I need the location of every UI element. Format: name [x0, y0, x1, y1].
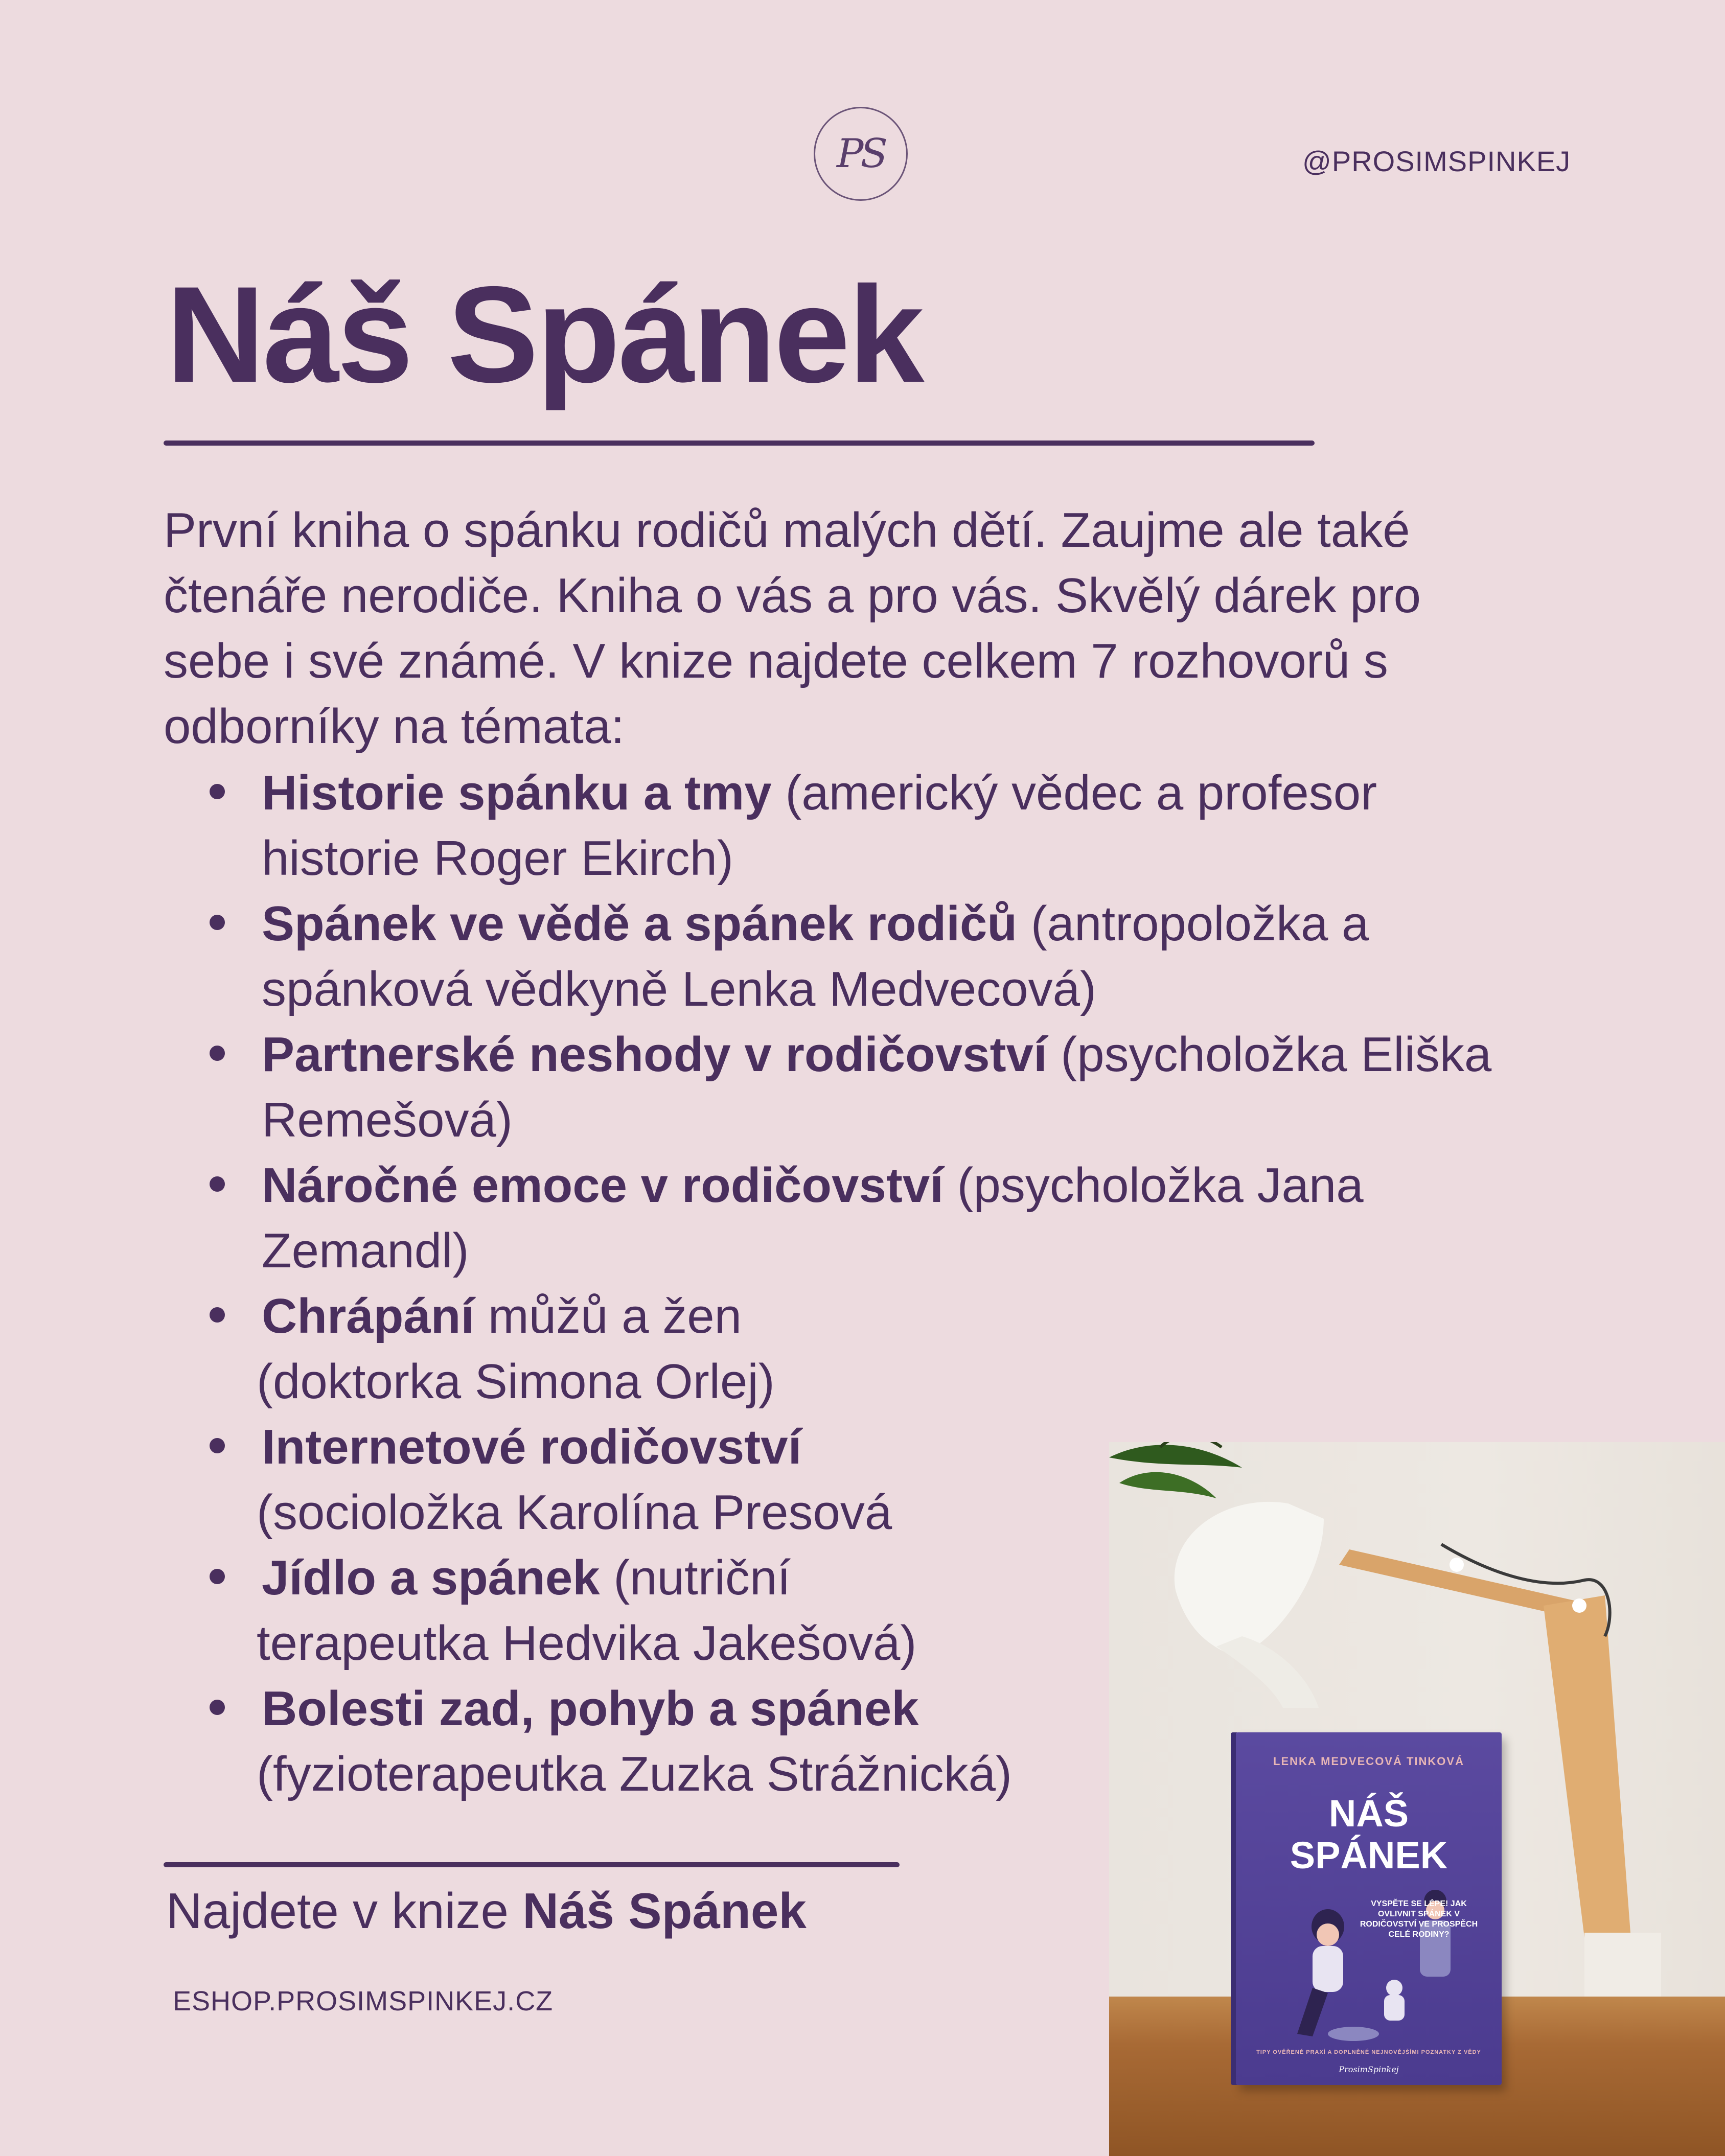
- topic-title: Partnerské neshody v rodičovství: [262, 1027, 1047, 1082]
- list-item: [204, 1284, 1544, 1415]
- bullet-icon: [210, 1700, 225, 1715]
- book-title-line2: SPÁNEK: [1290, 1834, 1448, 1876]
- footer-prefix: Najdete v knize: [166, 1883, 509, 1939]
- title-divider: [164, 441, 1315, 446]
- list-item: [204, 760, 1544, 891]
- eshop-link[interactable]: ESHOP.PROSIMSPINKEJ.CZ: [173, 1986, 554, 2016]
- topic-detail: můžů a žen: [488, 1289, 742, 1343]
- bullet-icon: [210, 915, 225, 930]
- book-author: LENKA MEDVECOVÁ TINKOVÁ: [1273, 1755, 1464, 1768]
- bullet-icon: [210, 1438, 225, 1453]
- instagram-handle: @PROSIMSPINKEJ: [1302, 145, 1571, 177]
- bullet-icon: [210, 784, 225, 799]
- book-title: [1236, 1793, 1502, 1876]
- logo-monogram: PS: [837, 131, 885, 177]
- book-photo: [1109, 1442, 1725, 2156]
- topic-title: Internetové rodičovství: [262, 1420, 802, 1474]
- topic-detail: (nutriční: [613, 1550, 791, 1605]
- topic-title: Historie spánku a tmy: [262, 766, 772, 820]
- footer-book-name: Náš Spánek: [522, 1883, 807, 1939]
- footer-cta: [166, 1878, 807, 1943]
- book-subtitle: VYSPĚTE SE LÉPE! JAK OVLIVNIT SPÁNEK V RODIČOVSTVÍ VE PROSPĚCH CELÉ RODINY?: [1360, 1899, 1478, 1939]
- topic-title: Spánek ve vědě a spánek rodičů: [262, 896, 1018, 951]
- footer-divider: [164, 1862, 900, 1867]
- topic-title: Náročné emoce v rodičovství: [262, 1158, 944, 1213]
- topic-title: Bolesti zad, pohyb a spánek: [262, 1681, 919, 1736]
- book-title-line1: NÁŠ: [1328, 1792, 1409, 1835]
- topic-detail: (americký vědec a profesor historie Roger Ekirch): [262, 766, 1377, 886]
- topic-detail: (socioložka Karolína Presová: [257, 1485, 892, 1540]
- brand-logo: [814, 107, 908, 201]
- page-title: Náš Spánek: [166, 258, 923, 411]
- book-cover: [1236, 1732, 1502, 2085]
- list-item: [204, 1153, 1544, 1284]
- lamp-shade-icon: [1155, 1473, 1370, 1708]
- topic-title: Chrápání: [262, 1289, 475, 1343]
- topic-detail-2: (doktorka Simona Orlej): [257, 1354, 775, 1409]
- topic-detail: (fyzioterapeutka Zuzka Strážnická): [257, 1747, 1012, 1801]
- topic-title: Jídlo a spánek: [262, 1550, 600, 1605]
- intro-paragraph: První kniha o spánku rodičů malých dětí. Zaujme ale také čtenáře nerodiče. Kniha o vás a pro vás. Skvělý dárek pro sebe i své známé. V knize najdete celkem 7 rozhovorů s odborníky na témata:: [164, 503, 1421, 754]
- bullet-icon: [210, 1176, 225, 1192]
- book-publisher: ProsimSpinkej: [1339, 2065, 1399, 2074]
- topic-detail: (psycholožka Jana Zemandl): [262, 1158, 1364, 1278]
- topic-detail: (antropoložka a spánková vědkyně Lenka Medvecová): [262, 896, 1369, 1016]
- book-tagline: TIPY OVĚŘENÉ PRAXÍ A DOPLNĚNÉ NEJNOVĚJŠÍMI POZNATKY Z VĚDY: [1256, 2049, 1481, 2055]
- bullet-icon: [210, 1307, 225, 1323]
- bullet-icon: [210, 1569, 225, 1584]
- bullet-icon: [210, 1046, 225, 1061]
- list-item: [204, 891, 1544, 1022]
- topic-detail: (psycholožka Eliška Remešová): [262, 1027, 1492, 1147]
- topic-detail-2: terapeutka Hedvika Jakešová): [257, 1616, 917, 1671]
- list-item: [204, 1022, 1544, 1153]
